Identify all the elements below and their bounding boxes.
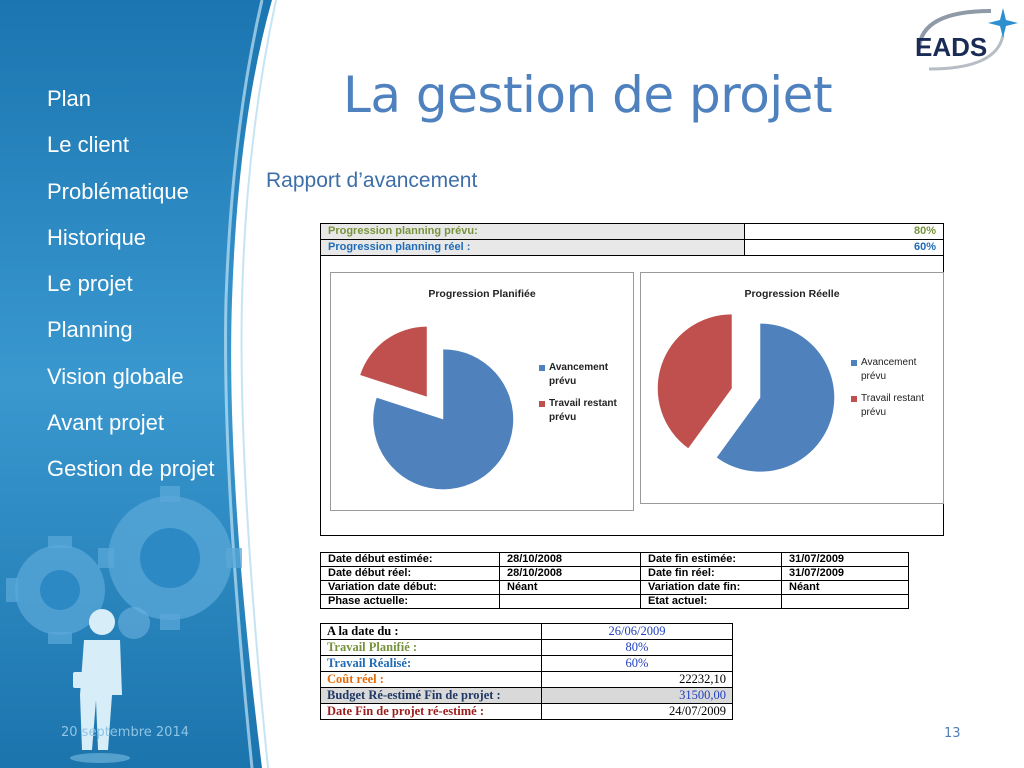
legend-label: Travail restant prévu — [861, 393, 924, 418]
summary-value: 24/07/2009 — [542, 704, 733, 720]
table-cell: Néant — [782, 581, 909, 595]
dates-table — [320, 552, 909, 609]
chart-planned — [330, 272, 634, 511]
nav-item-le-client[interactable]: Le client — [47, 132, 129, 158]
legend-swatch — [539, 365, 545, 371]
summary-value: 22232,10 — [542, 672, 733, 688]
legend-label: Avancement prévu — [549, 362, 609, 387]
table-cell — [500, 595, 641, 609]
chart-actual — [640, 272, 944, 504]
legend-item — [539, 361, 633, 389]
planned-progress-value: 80% — [913, 225, 936, 237]
table-cell: Variation date fin: — [641, 581, 782, 595]
table-cell: 28/10/2008 — [500, 553, 641, 567]
legend-label: Avancement prévu — [861, 357, 917, 382]
table-row — [321, 595, 909, 609]
nav-item-le-projet[interactable]: Le projet — [47, 271, 133, 297]
pie-slice — [717, 324, 834, 472]
table-row — [321, 567, 909, 581]
sidebar-nav — [47, 84, 215, 501]
actual-progress-label: Progression planning réel : — [321, 240, 745, 255]
summary-value: 26/06/2009 — [542, 624, 733, 640]
chart-title: Progression Réelle — [744, 288, 840, 300]
progress-report — [320, 223, 944, 536]
planned-progress-row — [321, 224, 943, 240]
legend-swatch — [851, 396, 857, 402]
summary-label: Travail Planifié : — [321, 640, 542, 656]
table-row — [321, 688, 733, 704]
table-cell — [782, 595, 909, 609]
table-cell: 31/07/2009 — [782, 553, 909, 567]
nav-item-planning[interactable]: Planning — [47, 317, 133, 343]
table-cell: Date début estimée: — [321, 553, 500, 567]
planned-progress-label: Progression planning prévu: — [321, 224, 745, 239]
legend-label: Travail restant prévu — [549, 398, 617, 423]
table-cell: 31/07/2009 — [782, 567, 909, 581]
legend-item — [539, 397, 633, 425]
table-row — [321, 704, 733, 720]
nav-item-plan[interactable]: Plan — [47, 86, 92, 111]
summary-label: Budget Ré-estimé Fin de projet : — [321, 688, 542, 704]
summary-value: 31500,00 — [542, 688, 733, 704]
table-cell: Néant — [500, 581, 641, 595]
table-cell: Date fin réel: — [641, 567, 782, 581]
table-row — [321, 581, 909, 595]
actual-progress-row — [321, 240, 943, 256]
table-cell: Phase actuelle: — [321, 595, 500, 609]
table-row — [321, 624, 733, 640]
pie-slice — [360, 327, 427, 397]
summary-table — [320, 623, 733, 720]
actual-progress-value: 60% — [913, 241, 936, 253]
summary-label: Travail Réalisé: — [321, 656, 542, 672]
slide-subtitle: Rapport d’avancement — [266, 169, 478, 192]
legend-item — [851, 356, 943, 384]
nav-item-gestion-de-projet[interactable]: Gestion de projet — [47, 456, 215, 482]
table-row — [321, 656, 733, 672]
logo-text: EADS — [915, 32, 988, 62]
summary-label: Date Fin de projet ré-estimé : — [321, 704, 542, 720]
star-icon — [988, 8, 1018, 38]
nav-item-avant-projet[interactable]: Avant projet — [47, 410, 165, 436]
company-logo — [905, 3, 1023, 83]
chart-legend — [539, 361, 633, 433]
table-row — [321, 672, 733, 688]
nav-item-vision-globale[interactable]: Vision globale — [47, 363, 184, 389]
chart-legend — [851, 356, 943, 428]
pie-slice — [658, 314, 732, 448]
table-cell: Date début réel: — [321, 567, 500, 581]
summary-label: A la date du : — [321, 624, 542, 640]
table-cell: Etat actuel: — [641, 595, 782, 609]
table-row — [321, 553, 909, 567]
slide-date: 20 septembre 2014 — [61, 725, 189, 740]
page-number: 13 — [944, 726, 961, 741]
summary-value: 60% — [542, 656, 733, 672]
table-row — [321, 640, 733, 656]
table-cell: 28/10/2008 — [500, 567, 641, 581]
chart-title: Progression Planifiée — [428, 288, 536, 300]
legend-item — [851, 392, 943, 420]
table-cell: Date fin estimée: — [641, 553, 782, 567]
legend-swatch — [539, 401, 545, 407]
slide-title: La gestion de projet — [343, 66, 833, 124]
table-cell: Variation date début: — [321, 581, 500, 595]
nav-item-problematique[interactable]: Problématique — [47, 178, 189, 204]
summary-value: 80% — [542, 640, 733, 656]
legend-swatch — [851, 360, 857, 366]
nav-item-historique[interactable]: Historique — [47, 224, 147, 250]
summary-label: Coût réel : — [321, 672, 542, 688]
